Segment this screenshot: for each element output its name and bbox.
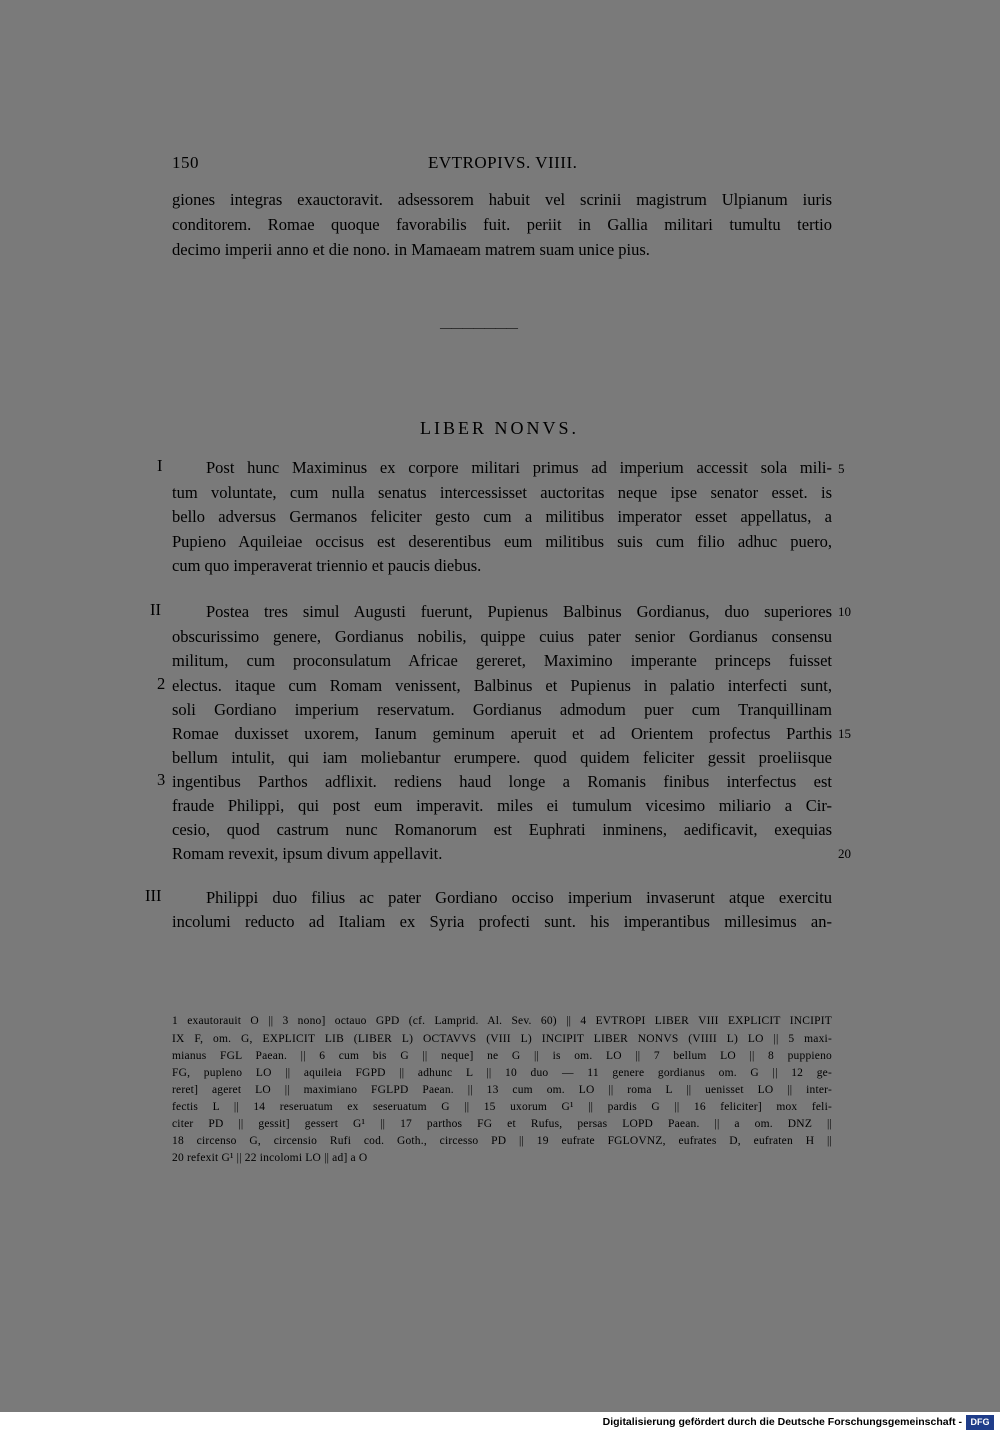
section-divider: ———————	[440, 320, 517, 334]
book-title: LIBER NONVS.	[420, 418, 580, 438]
subsection-number: 2	[157, 674, 166, 693]
text-line: Post hunc Maximinus ex corpore militari primus ad imperium accessit sola mili-	[206, 458, 832, 477]
text-line: decimo imperii anno et die nono. in Mamaeam matrem suam unice pius.	[172, 240, 650, 259]
text-line: fraude Philippi, qui post eum imperavit. miles ei tumulum vicesimo miliario a Cir-	[172, 796, 832, 815]
text-line: bello adversus Germanos feliciter gesto cum a militibus imperator esset appellatus, a	[172, 507, 832, 526]
text-line: incolumi reducto ad Italiam ex Syria profecti sunt. his imperantibus millesimus an-	[172, 912, 832, 931]
apparatus-line: 18 circenso G, circensio Rufi cod. Goth., circesso PD || 19 eufrate FGLOVNZ, eufrates D, eufraten H ||	[172, 1135, 832, 1147]
funding-credit: Digitalisierung gefördert durch die Deutsche Forschungsgemeinschaft -	[602, 1416, 962, 1428]
apparatus-line: 20 refexit G¹ || 22 incolomi LO || ad] a O	[172, 1152, 368, 1164]
text-line: cesio, quod castrum nunc Romanorum est Euphrati inminens, aedificavit, exequias	[172, 820, 832, 839]
text-line: cum quo imperaverat triennio et paucis diebus.	[172, 556, 482, 575]
apparatus-line: fectis L || 14 reseruatum ex seseruatum G || 15 uxorum G¹ || pardis G || 16 feliciter] mox feli-	[172, 1101, 832, 1113]
text-line: Romae duxisset uxorem, Ianum geminum aperuit et ad Orientem profectus Parthis	[172, 724, 832, 743]
text-line: electus. itaque cum Romam venissent, Balbinus et Pupienus in palatio interfecti sunt,	[172, 676, 832, 695]
text-line: Romam revexit, ipsum divum appellavit.	[172, 844, 443, 863]
apparatus-line: 1 exautorauit O || 3 nono] octauo GPD (cf. Lamprid. Al. Sev. 60) || 4 EVTROPI LIBER VIII EXPLICIT INCIPIT	[172, 1015, 832, 1027]
text-line: militum, cum proconsulatum Africae gereret, Maximino imperante princeps fuisset	[172, 651, 832, 670]
text-line: soli Gordiano imperium reservatum. Gordianus admodum puer cum Tranquillinam	[172, 700, 832, 719]
text-line: Pupieno Aquileiae occisus est deserentibus eum militibus suis cum filio adhuc puero,	[172, 532, 832, 551]
page-number: 150	[172, 153, 199, 172]
line-number: 5	[838, 461, 845, 476]
line-number: 10	[838, 604, 851, 619]
text-line: obscurissimo genere, Gordianus nobilis, quippe cuius pater senior Gordianus consensu	[172, 627, 832, 646]
dfg-logo: DFG	[966, 1415, 994, 1430]
apparatus-line: IX F, om. G, EXPLICIT LIB (LIBER L) OCTAVVS (VIII L) INCIPIT LIBER NONVS (VIIII L) LO || 5 maxi-	[172, 1033, 832, 1045]
text-line: giones integras exauctoravit. adsessorem habuit vel scrinii magistrum Ulpianum iuris	[172, 190, 832, 209]
apparatus-line: reret] ageret LO || maximiano FGLPD Paean. || 13 cum om. LO || roma L || uenisset LO || inter-	[172, 1084, 832, 1096]
text-line: ingentibus Parthos adflixit. rediens haud longe a Romanis finibus interfectus est	[172, 772, 832, 791]
apparatus-line: FG, pupleno LO || aquileia FGPD || adhunc L || 10 duo — 11 genere gordianus om. G || 12 ge-	[172, 1067, 832, 1079]
text-line: tum voluntate, cum nulla senatus intercessisset auctoritas neque ipse senator esset. is	[172, 483, 832, 502]
text-line: bellum intulit, qui iam moliebantur erumpere. quod quidem feliciter gessit proeliisque	[172, 748, 832, 767]
text-line: Postea tres simul Augusti fuerunt, Pupienus Balbinus Gordianus, duo superiores	[206, 602, 832, 621]
apparatus-line: mianus FGL Paean. || 6 cum bis G || neque] ne G || is om. LO || 7 bellum LO || 8 puppieno	[172, 1050, 832, 1062]
footer-bar	[0, 1412, 1000, 1434]
section-label-III: III	[145, 886, 162, 905]
section-label-I: I	[157, 456, 163, 475]
line-number: 15	[838, 726, 851, 741]
subsection-number: 3	[157, 770, 166, 789]
line-number: 20	[838, 846, 851, 861]
section-label-II: II	[150, 600, 161, 619]
apparatus-line: citer PD || gessit] gessert G¹ || 17 parthos FG et Rufus, persas LOPD Paean. || a om. DNZ ||	[172, 1118, 832, 1130]
text-line: conditorem. Romae quoque favorabilis fuit. periit in Gallia militari tumultu tertio	[172, 215, 832, 234]
text-line: Philippi duo filius ac pater Gordiano occiso imperium invaserunt atque exercitu	[206, 888, 832, 907]
running-title: EVTROPIVS. VIIII.	[428, 153, 578, 172]
